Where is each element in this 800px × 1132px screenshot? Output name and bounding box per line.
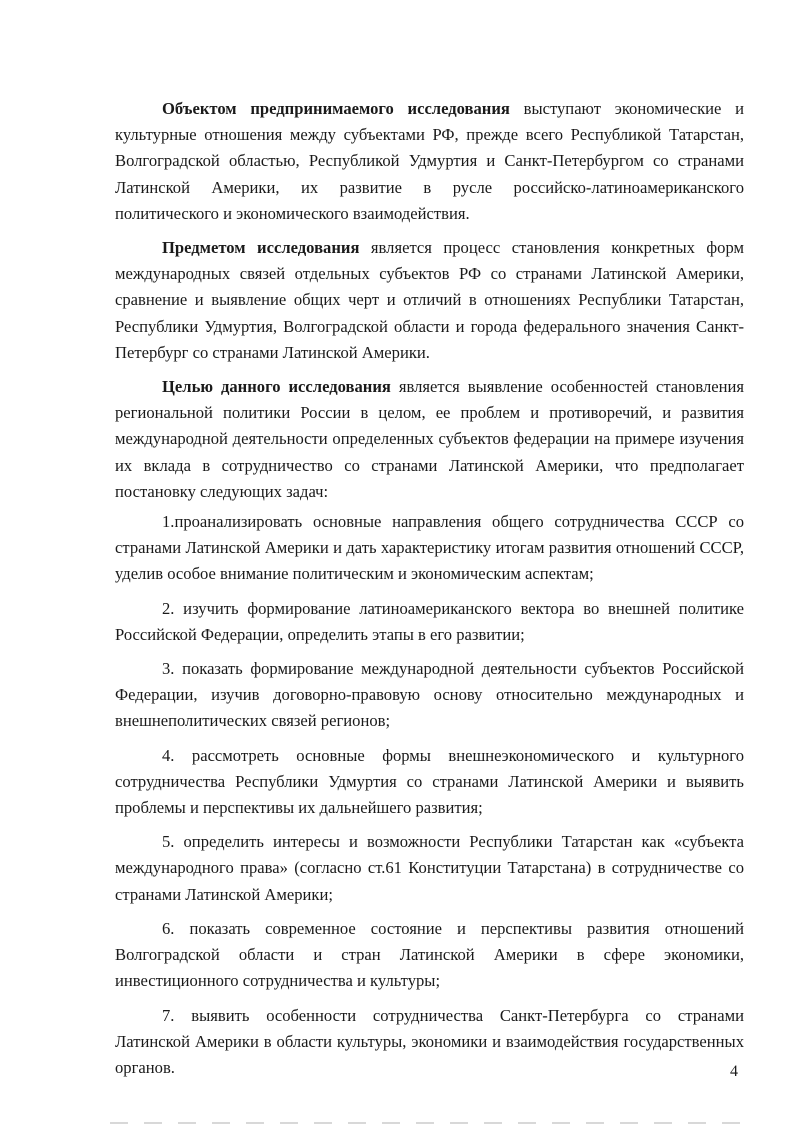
task-item-1: 1.проанализировать основные направления общего сотрудничества СССР со странами Латинской Америки и дать характеристику итогам развития отношений СССР, уделив особое внимание политическим и экономическим аспектам; [115,512,744,584]
goal-heading: Целью данного исследования [162,377,391,397]
object-text: выступают экономические и культурные отношения между субъектами РФ, прежде всего Республикой Татарстан, Волгоградской областью, Республикой Удмуртия и Санкт-Петербургом со странами Латинской Америки, их развитие в русле российско-латиноамериканского политического и экономического взаимодействия. [115,99,744,223]
subject-paragraph [115,235,744,366]
document-page [115,96,744,1089]
task-item-2: 2. изучить формирование латиноамериканского вектора во внешней политике Российской Федерации, определить этапы в его развитии; [115,598,744,644]
subject-text: является процесс становления конкретных форм международных связей отдельных субъектов РФ со странами Латинской Америки, сравнение и выявление общих черт и отличий в отношениях Республики Татарстан, Республики Удмуртия, Волгоградской области и города федерального значения Санкт-Петербург со странами Латинской Америки. [115,238,744,362]
page-number: 4 [730,1063,738,1080]
task-item-3: 3. показать формирование международной деятельности субъектов Российской Федерации, изучив договорно-правовую основу относительно международных и внешнеполитических связей регионов; [115,659,744,731]
scan-artifact-line [110,1122,750,1124]
task-item-6: 6. показать современное состояние и перспективы развития отношений Волгоградской области и стран Латинской Америки в сфере экономики, инвестиционного сотрудничества и культуры; [115,918,744,991]
task-item-4: 4. рассмотреть основные формы внешнеэкономического и культурного сотрудничества Республики Удмуртия со странами Латинской Америки и выявить проблемы и перспективы их дальнейшего развития; [115,745,744,818]
goal-paragraph [115,374,744,505]
object-paragraph [115,96,744,227]
goal-text: является выявление особенностей становления региональной политики России в целом, ее проблем и противоречий, и развития международной деятельности определенных субъектов федерации на примере изучения их вклада в сотрудничество со странами Латинской Америки, что предполагает постановку следующих задач: [115,377,745,501]
task-item-7: 7. выявить особенности сотрудничества Санкт-Петербурга со странами Латинской Америки в области культуры, экономики и взаимодействия государственных органов. [115,1005,744,1077]
object-heading: Объектом предпринимаемого исследования [162,99,510,118]
task-item-5: 5. определить интересы и возможности Республики Татарстан как «субъекта международного права» (согласно ст.61 Конституции Татарстана) в сотрудничестве со странами Латинской Америки; [115,832,744,904]
subject-heading: Предметом исследования [162,238,360,258]
